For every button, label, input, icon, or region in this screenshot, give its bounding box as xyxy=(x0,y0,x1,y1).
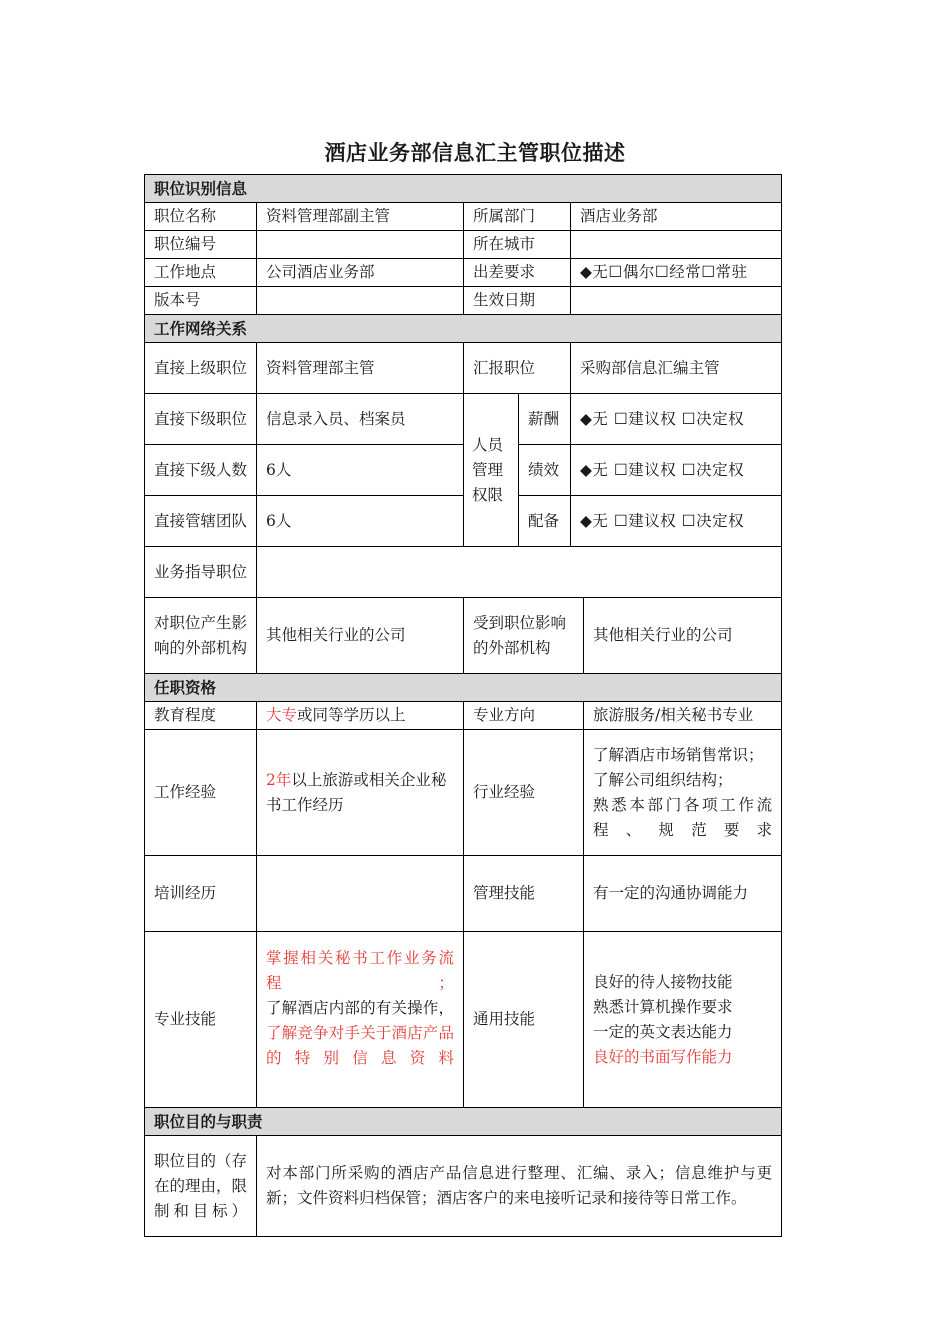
subordinate-label: 直接下级职位 xyxy=(145,394,257,445)
subordinate-value: 信息录入员、档案员 xyxy=(257,394,464,445)
industry-line: 了解公司组织结构； xyxy=(593,770,733,789)
version-value xyxy=(257,287,464,315)
position-no-label: 职位编号 xyxy=(145,231,257,259)
version-label: 版本号 xyxy=(145,287,257,315)
industry-label: 行业经验 xyxy=(464,730,584,856)
major-value: 旅游服务/相关秘书专业 xyxy=(584,702,782,730)
effective-date-value xyxy=(571,287,782,315)
location-value: 公司酒店业务部 xyxy=(257,259,464,287)
purpose-label: 职位目的（存在的理由，限制和目标） xyxy=(145,1136,257,1237)
general-skill-line: 一定的英文表达能力 xyxy=(593,1022,733,1041)
general-skill-line: 良好的待人接物技能 xyxy=(593,972,733,991)
effective-date-label: 生效日期 xyxy=(464,287,571,315)
salary-options: ◆无 ☐建议权 ☐决定权 xyxy=(571,394,782,445)
section-qualification: 任职资格 xyxy=(145,674,782,702)
department-value: 酒店业务部 xyxy=(571,203,782,231)
superior-value: 资料管理部主管 xyxy=(257,343,464,394)
affects-label: 对职位产生影响的外部机构 xyxy=(145,598,257,674)
travel-label: 出差要求 xyxy=(464,259,571,287)
sub-count-value: 6人 xyxy=(257,445,464,496)
pro-skill-label: 专业技能 xyxy=(145,932,257,1108)
section-network: 工作网络关系 xyxy=(145,315,782,343)
section-identification: 职位识别信息 xyxy=(145,175,782,203)
work-exp-rest: 以上旅游或相关企业秘书工作经历 xyxy=(266,770,447,814)
salary-label: 薪酬 xyxy=(519,394,571,445)
mgmt-skill-value: 有一定的沟通协调能力 xyxy=(584,856,782,932)
general-skill-line: 熟悉计算机操作要求 xyxy=(593,997,733,1016)
guidance-value xyxy=(257,547,782,598)
position-name-value: 资料管理部副主管 xyxy=(257,203,464,231)
work-exp-label: 工作经验 xyxy=(145,730,257,856)
job-description-table xyxy=(144,174,782,1237)
travel-options: ◆无☐偶尔☐经常☐常驻 xyxy=(571,259,782,287)
team-value: 6人 xyxy=(257,496,464,547)
pro-skill-line: 了解竞争对手关于酒店产品的特别信息资料 xyxy=(266,1023,454,1067)
performance-options: ◆无 ☐建议权 ☐决定权 xyxy=(571,445,782,496)
general-skill-line: 良好的书面写作能力 xyxy=(593,1047,733,1066)
industry-line: 了解酒店市场销售常识； xyxy=(593,745,764,764)
guidance-label: 业务指导职位 xyxy=(145,547,257,598)
position-name-label: 职位名称 xyxy=(145,203,257,231)
staffing-label: 配备 xyxy=(519,496,571,547)
education-label: 教育程度 xyxy=(145,702,257,730)
education-rest: 或同等学历以上 xyxy=(297,706,406,724)
city-value xyxy=(571,231,782,259)
affected-label: 受到职位影响的外部机构 xyxy=(464,598,584,674)
major-label: 专业方向 xyxy=(464,702,584,730)
industry-value xyxy=(584,730,782,856)
team-label: 直接管辖团队 xyxy=(145,496,257,547)
position-no-value xyxy=(257,231,464,259)
training-value xyxy=(257,856,464,932)
location-label: 工作地点 xyxy=(145,259,257,287)
section-purpose: 职位目的与职责 xyxy=(145,1108,782,1136)
page-title: 酒店业务部信息汇主管职位描述 xyxy=(324,140,626,165)
staffing-options: ◆无 ☐建议权 ☐决定权 xyxy=(571,496,782,547)
performance-label: 绩效 xyxy=(519,445,571,496)
education-value xyxy=(257,702,464,730)
work-exp-highlight: 2年 xyxy=(266,770,292,789)
purpose-text: 对本部门所采购的酒店产品信息进行整理、汇编、录入；信息维护与更新；文件资料归档保管；酒店客户的来电接听记录和接待等日常工作。 xyxy=(257,1136,782,1237)
affects-value: 其他相关行业的公司 xyxy=(257,598,464,674)
city-label: 所在城市 xyxy=(464,231,571,259)
pro-skill-value xyxy=(257,932,464,1108)
mgmt-skill-label: 管理技能 xyxy=(464,856,584,932)
report-value: 采购部信息汇编主管 xyxy=(571,343,782,394)
training-label: 培训经历 xyxy=(145,856,257,932)
superior-label: 直接上级职位 xyxy=(145,343,257,394)
department-label: 所属部门 xyxy=(464,203,571,231)
sub-count-label: 直接下级人数 xyxy=(145,445,257,496)
industry-line: 熟悉本部门各项工作流程、规范要求 xyxy=(593,795,773,839)
report-label: 汇报职位 xyxy=(464,343,571,394)
affected-value: 其他相关行业的公司 xyxy=(584,598,782,674)
work-exp-value xyxy=(257,730,464,856)
personnel-authority-label: 人员管理权限 xyxy=(464,394,519,547)
general-skill-label: 通用技能 xyxy=(464,932,584,1108)
education-highlight: 大专 xyxy=(266,706,298,724)
general-skill-value xyxy=(584,932,782,1108)
pro-skill-line: 掌握相关秘书工作业务流程； xyxy=(266,948,454,992)
pro-skill-line: 了解酒店内部的有关操作， xyxy=(266,998,454,1017)
